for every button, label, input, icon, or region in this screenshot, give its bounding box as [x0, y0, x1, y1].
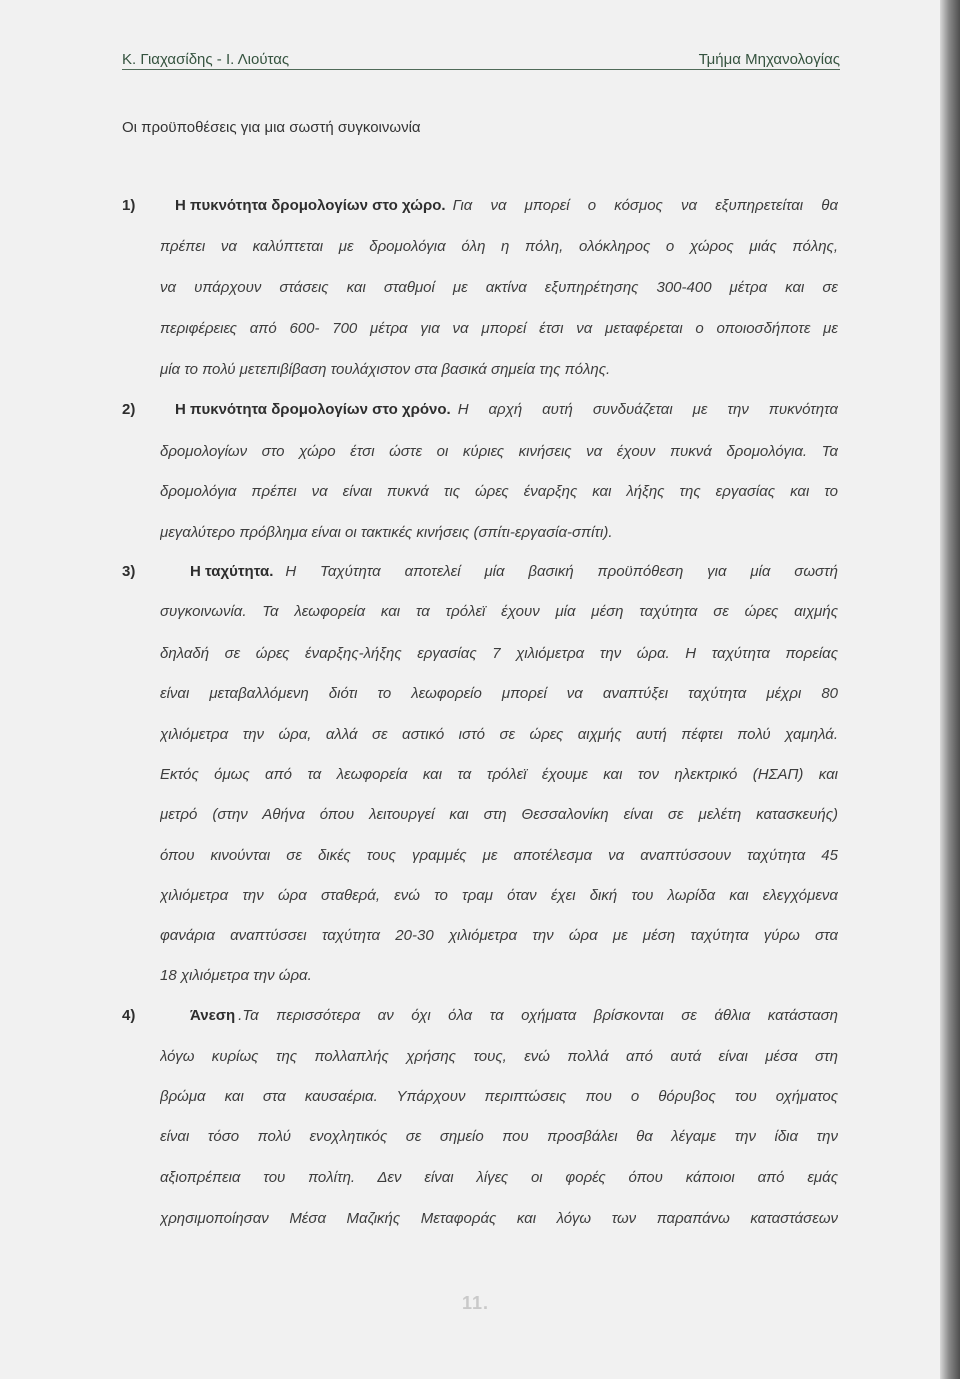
item-heading: Η ταχύτητα. — [190, 563, 274, 580]
paragraph-line: μία το πολύ μετεπιβίβαση τουλάχιστον στα βασικά σημεία της πόλης. — [160, 361, 611, 378]
item-heading: Άνεση — [190, 1007, 236, 1024]
item-number: 2) — [122, 401, 136, 418]
paragraph-line: Η αρχή αυτή συνδυάζεται με την πυκνότητα — [457, 401, 838, 418]
item-1-first-line — [122, 195, 838, 217]
paragraph-line: μετρό (στην Αθήνα όπου λειτουργεί και στη Θεσσαλονίκη είναι σε μελέτη κατασκευής) — [160, 806, 838, 823]
header-authors: Κ. Γιαχασίδης - Ι. Λιούτας — [122, 51, 290, 68]
page-header — [122, 50, 840, 70]
paragraph-line: χιλιόμετρα την ώρα σταθερά, ενώ το τραμ όταν έχει δική του λωρίδα και ελεγχόμενα — [160, 887, 838, 904]
paragraph-line: βρώμα και στα καυσαέρια. Υπάρχουν περιπτώσεις που ο θόρυβος του οχήματος — [160, 1088, 838, 1105]
paragraph-line: είναι τόσο πολύ ενοχλητικός σε σημείο που προσβάλει θα λέγαμε την ίδια την — [160, 1128, 838, 1145]
paragraph-line: όπου κινούνται σε δικές τους γραμμές με αποτέλεσμα να αναπτύσσουν ταχύτητα 45 — [160, 847, 838, 864]
paragraph-line: Η Ταχύτητα αποτελεί μία βασική προϋπόθεση για μία σωστή — [285, 563, 838, 580]
paragraph-line: περιφέρειες από 600- 700 μέτρα για να μπορεί έτσι να μεταφέρεται ο οποιοσδήποτε με — [160, 320, 838, 337]
paragraph-line: Για να μπορεί ο κόσμος να εξυπηρετείται θα — [452, 197, 838, 214]
paragraph-line: .Τα περισσότερα αν όχι όλα τα οχήματα βρίσκονται σε άθλια κατάσταση — [238, 1007, 838, 1024]
page-number: 11. — [462, 1293, 490, 1313]
item-number: 4) — [122, 1007, 136, 1024]
header-department: Τμήμα Μηχανολογίας — [698, 51, 840, 68]
paragraph-line: φανάρια αναπτύσσει ταχύτητα 20-30 χιλιόμετρα την ώρα με μέση ταχύτητα γύρω στα — [160, 927, 838, 944]
paragraph-line: μεγαλύτερο πρόβλημα είναι οι τακτικές κινήσεις (σπίτι-εργασία-σπίτι). — [160, 524, 613, 541]
paragraph-line: είναι μεταβαλλόμενη διότι το λεωφορείο μπορεί να αναπτύξει ταχύτητα μέχρι 80 — [160, 685, 838, 702]
paragraph-line: δρομολόγια πρέπει να είναι πυκνά τις ώρες έναρξης και λήξης της εργασίας και το — [160, 483, 838, 500]
paragraph-line: δρομολογίων στο χώρο έτσι ώστε οι κύριες κινήσεις να έχουν πυκνά δρομολόγια. Τα — [160, 443, 838, 460]
paragraph-line: λόγω κυρίως της πολλαπλής χρήσης τους, ενώ πολλά από αυτά είναι μέσα στη — [160, 1048, 838, 1065]
paragraph-line: δηλαδή σε ώρες έναρξης-λήξης εργασίας 7 χιλιόμετρα την ώρα. Η ταχύτητα πορείας — [160, 645, 838, 662]
item-number: 1) — [122, 197, 136, 214]
item-4-first-line — [122, 1005, 838, 1027]
item-heading: Η πυκνότητα δρομολογίων στο χώρο. — [175, 197, 446, 214]
item-heading: Η πυκνότητα δρομολογίων στο χρόνο. — [175, 401, 451, 418]
section-title: Οι προϋποθέσεις για μια σωστή συγκοινωνία — [122, 119, 421, 136]
paragraph-line: Εκτός όμως από τα λεωφορεία και τα τρόλεϊ έχουμε και τον ηλεκτρικό (ΗΣΑΠ) και — [160, 766, 838, 783]
paragraph-line: 18 χιλιόμετρα την ώρα. — [160, 967, 312, 984]
item-number: 3) — [122, 563, 136, 580]
paragraph-line: συγκοινωνία. Τα λεωφορεία και τα τρόλεϊ έχουν μία μέση ταχύτητα σε ώρες αιχμής — [160, 603, 838, 620]
paragraph-line: να υπάρχουν στάσεις και σταθμοί με ακτίνα εξυπηρέτησης 300-400 μέτρα και σε — [160, 279, 838, 296]
item-3-first-line — [122, 561, 838, 583]
paragraph-line: πρέπει να καλύπτεται με δρομολόγια όλη η πόλη, ολόκληρος ο χώρος μιάς πόλης, — [160, 238, 838, 255]
paragraph-line: χρησιμοποίησαν Μέσα Μαζικής Μεταφοράς και λόγω των παραπάνω καταστάσεων — [160, 1210, 838, 1227]
paragraph-line: χιλιόμετρα την ώρα, αλλά σε αστικό ιστό σε ώρες αιχμής αυτή πέφτει πολύ χαμηλά. — [160, 726, 838, 743]
scan-edge-shadow — [940, 0, 960, 1379]
item-2-first-line — [122, 399, 838, 421]
paragraph-line: αξιοπρέπεια του πολίτη. Δεν είναι λίγες οι φορές όπου κάποιοι από εμάς — [160, 1169, 838, 1186]
